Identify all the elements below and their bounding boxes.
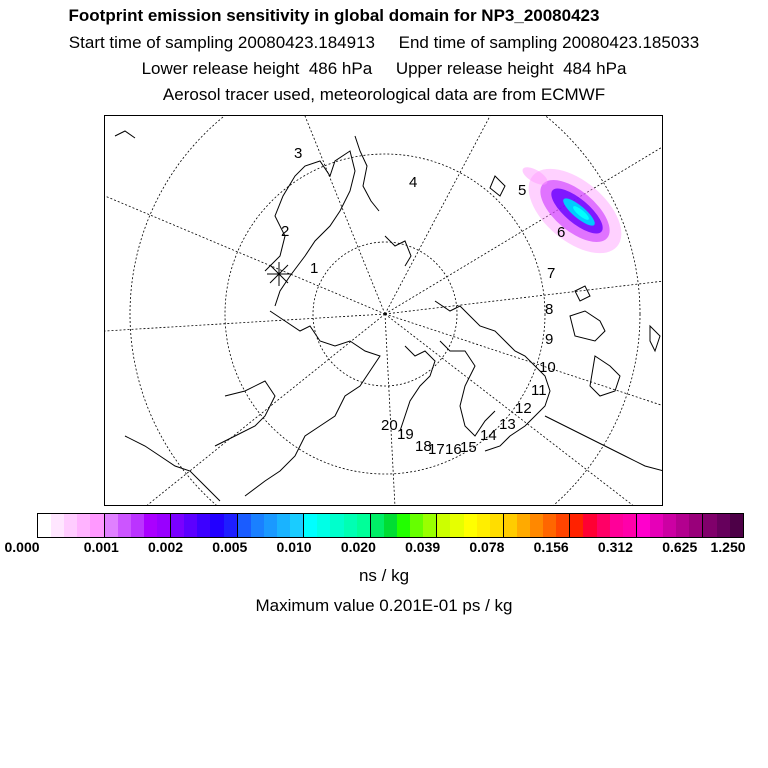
colorbar-tick-label: 0.005 bbox=[212, 539, 248, 555]
polar-map bbox=[105, 116, 663, 506]
release-heights bbox=[0, 59, 768, 79]
colorbar-swatch bbox=[184, 514, 197, 537]
colorbar-swatch bbox=[170, 514, 184, 537]
hour-label: 14 bbox=[480, 427, 497, 444]
colorbar-swatch bbox=[344, 514, 357, 537]
coastline bbox=[440, 341, 495, 436]
colorbar-tick-label: 0.020 bbox=[340, 539, 376, 555]
coastline-north-america bbox=[245, 311, 380, 496]
colorbar-swatch bbox=[51, 514, 64, 537]
hour-label: 11 bbox=[531, 382, 547, 399]
hour-label: 12 bbox=[515, 400, 532, 417]
colorbar-swatch bbox=[370, 514, 384, 537]
colorbar-tick-label: 0.000 bbox=[4, 539, 40, 555]
colorbar-swatch bbox=[610, 514, 623, 537]
hour-label: 1 bbox=[310, 260, 319, 277]
coastline bbox=[215, 381, 275, 446]
colorbar-swatch bbox=[410, 514, 423, 537]
colorbar-tick-label: 0.010 bbox=[276, 539, 312, 555]
colorbar-tick-label: 0.001 bbox=[83, 539, 119, 555]
colorbar-swatch bbox=[464, 514, 477, 537]
colorbar-swatch bbox=[717, 514, 730, 537]
colorbar-tick-label: 0.002 bbox=[148, 539, 184, 555]
colorbar-tick-label: 0.156 bbox=[533, 539, 569, 555]
lower-height: Lower release height 486 hPa bbox=[141, 59, 373, 78]
colorbar-swatch bbox=[104, 514, 118, 537]
hour-label: 20 bbox=[381, 417, 398, 434]
colorbar-swatch bbox=[290, 514, 303, 537]
colorbar-swatch bbox=[702, 514, 716, 537]
map-panel bbox=[104, 115, 663, 506]
meridian-line bbox=[385, 281, 663, 314]
colorbar-swatch bbox=[650, 514, 663, 537]
colorbar-swatch bbox=[477, 514, 490, 537]
hour-label: 7 bbox=[547, 265, 556, 282]
colorbar-swatch bbox=[131, 514, 144, 537]
hour-label: 13 bbox=[499, 416, 516, 433]
colorbar-tick-label: 0.078 bbox=[469, 539, 505, 555]
colorbar-swatch bbox=[330, 514, 343, 537]
hour-labels bbox=[281, 145, 565, 458]
colorbar-swatch bbox=[64, 514, 77, 537]
release-marker-asterisk bbox=[267, 262, 291, 286]
colorbar-swatch bbox=[490, 514, 503, 537]
colorbar-swatch bbox=[450, 514, 463, 537]
upper-height: Upper release height 484 hPa bbox=[395, 59, 627, 78]
colorbar-swatch bbox=[118, 514, 131, 537]
colorbar-swatch bbox=[303, 514, 317, 537]
meridian-line bbox=[385, 116, 490, 314]
hour-label: 5 bbox=[518, 182, 527, 199]
coastline bbox=[545, 416, 663, 471]
coastline bbox=[115, 131, 135, 138]
meridian-line bbox=[385, 314, 395, 506]
hour-label: 15 bbox=[460, 439, 477, 456]
colorbar-swatch bbox=[583, 514, 596, 537]
colorbar-swatch bbox=[157, 514, 170, 537]
coastline bbox=[400, 346, 435, 431]
colorbar-swatch bbox=[730, 514, 743, 537]
hour-label: 6 bbox=[557, 224, 566, 241]
meridian-line bbox=[305, 116, 385, 314]
start-time: Start time of sampling 20080423.184913 bbox=[68, 33, 376, 52]
colorbar-swatch bbox=[423, 514, 436, 537]
colorbar-swatch bbox=[277, 514, 290, 537]
meridian-line bbox=[385, 314, 663, 406]
colorbar-swatch bbox=[357, 514, 370, 537]
colorbar-swatch bbox=[77, 514, 90, 537]
hour-label: 16 bbox=[445, 441, 462, 458]
colorbar-tick-label: 0.039 bbox=[405, 539, 441, 555]
colorbar-swatch bbox=[503, 514, 517, 537]
max-value-label: Maximum value 0.201E-01 ps / kg bbox=[255, 596, 513, 615]
hour-label: 9 bbox=[545, 331, 554, 348]
colorbar bbox=[37, 513, 744, 538]
colorbar-swatch bbox=[224, 514, 237, 537]
colorbar-swatch bbox=[436, 514, 450, 537]
colorbar-swatch bbox=[317, 514, 330, 537]
hour-label: 19 bbox=[397, 426, 414, 443]
colorbar-swatch bbox=[676, 514, 689, 537]
colorbar-swatch bbox=[556, 514, 569, 537]
colorbar-swatch bbox=[636, 514, 650, 537]
colorbar-tick-label: 0.312 bbox=[597, 539, 633, 555]
hour-label: 2 bbox=[281, 223, 290, 240]
coastline bbox=[385, 236, 411, 266]
coastline-island bbox=[575, 286, 590, 301]
colorbar-swatch bbox=[397, 514, 410, 537]
colorbar-swatch bbox=[384, 514, 397, 537]
colorbar-swatch bbox=[197, 514, 210, 537]
coastline-island bbox=[650, 326, 660, 351]
hour-label: 17 bbox=[428, 441, 445, 458]
colorbar-swatch bbox=[264, 514, 277, 537]
meridian-line bbox=[105, 196, 385, 314]
coastline-island bbox=[570, 311, 605, 341]
colorbar-tick-label: 1.250 bbox=[710, 539, 746, 555]
colorbar-swatch bbox=[543, 514, 556, 537]
colorbar-tick-label: 0.625 bbox=[662, 539, 698, 555]
coastline-island bbox=[490, 176, 505, 196]
colorbar-swatch bbox=[569, 514, 583, 537]
hour-label: 4 bbox=[409, 174, 418, 191]
sampling-times bbox=[0, 33, 768, 53]
colorbar-swatch bbox=[144, 514, 157, 537]
colorbar-swatch bbox=[38, 514, 51, 537]
end-time: End time of sampling 20080423.185033 bbox=[398, 33, 700, 52]
coastline bbox=[355, 136, 379, 211]
colorbar-swatch bbox=[597, 514, 610, 537]
colorbar-swatch bbox=[517, 514, 530, 537]
colorbar-swatch bbox=[210, 514, 223, 537]
coastline-island bbox=[590, 356, 620, 396]
colorbar-swatch bbox=[689, 514, 702, 537]
tracer-line: Aerosol tracer used, meteorological data are from ECMWF bbox=[162, 85, 606, 104]
hour-label: 18 bbox=[415, 438, 432, 455]
colorbar-swatch bbox=[90, 514, 103, 537]
meridian-line bbox=[105, 314, 385, 331]
colorbar-swatch bbox=[237, 514, 251, 537]
meridian-line bbox=[385, 314, 635, 506]
hour-label: 3 bbox=[294, 145, 303, 162]
hour-label: 8 bbox=[545, 301, 554, 318]
hour-label: 10 bbox=[539, 359, 556, 376]
plot-title: Footprint emission sensitivity in global domain for NP3_20080423 bbox=[68, 6, 600, 25]
graticule bbox=[105, 116, 663, 506]
colorbar-swatch bbox=[663, 514, 676, 537]
colorbar-swatch bbox=[623, 514, 636, 537]
meridian-line bbox=[145, 314, 385, 506]
coastline bbox=[125, 436, 220, 501]
units-label: ns / kg bbox=[358, 566, 410, 585]
colorbar-swatch bbox=[530, 514, 543, 537]
colorbar-swatch bbox=[251, 514, 264, 537]
